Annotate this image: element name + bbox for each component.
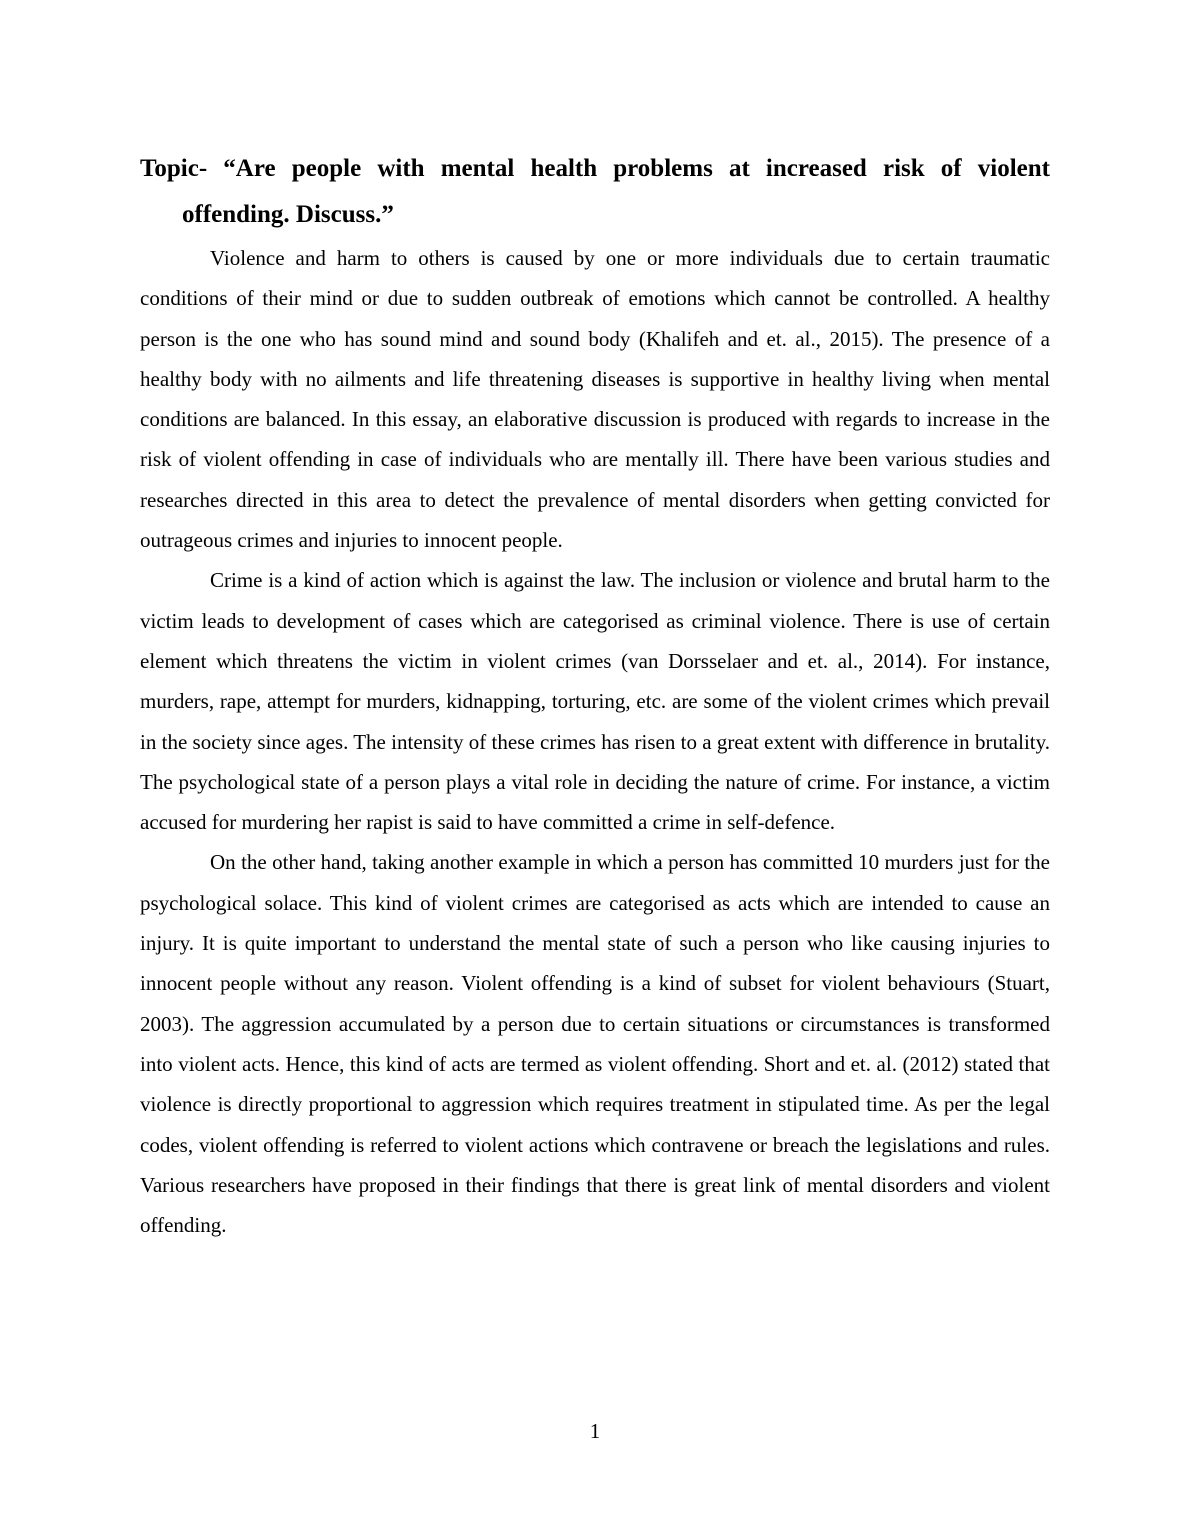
paragraph-crime-definition: Crime is a kind of action which is against the law. The inclusion or violence and brutal harm to the victim leads to development of cases which are categorised as criminal violence. There is use of certain element which threatens the victim in violent crimes (van Dorsselaer and et. al., 2014). For instance, murders, rape, attempt for murders, kidnapping, torturing, etc. are some of the violent crimes which prevail in the society since ages. The intensity of these crimes has risen to a great extent with difference in brutality. The psychological state of a person plays a vital role in deciding the nature of crime. For instance, a victim accused for murdering her rapist is said to have committed a crime in self-defence. xyxy=(140,568,1050,835)
page-number: 1 xyxy=(589,1419,601,1443)
paragraph-intro: Violence and harm to others is caused by one or more individuals due to certain traumatic conditions of their mind or due to sudden outbreak of emotions which cannot be controlled. A healthy person is the one who has sound mind and sound body (Khalifeh and et. al., 2015). The presence of a healthy body with no ailments and life threatening diseases is supportive in healthy living when mental conditions are balanced. In this essay, an elaborative discussion is produced with regards to increase in the risk of violent offending in case of individuals who are mentally ill. There have been various studies and researches directed in this area to detect the prevalence of mental disorders when getting convicted for outrageous crimes and injuries to innocent people. xyxy=(140,246,1050,553)
paragraph-violent-offending: On the other hand, taking another example in which a person has committed 10 murders just for the psychological solace. This kind of violent crimes are categorised as acts which are intended to cause an injury. It is quite important to understand the mental state of such a person who like causing injuries to innocent people without any reason. Violent offending is a kind of subset for violent behaviours (Stuart, 2003). The aggression accumulated by a person due to certain situations or circumstances is transformed into violent acts. Hence, this kind of acts are termed as violent offending. Short and et. al. (2012) stated that violence is directly proportional to aggression which requires treatment in stipulated time. As per the legal codes, violent offending is referred to violent actions which contravene or breach the legislations and rules. Various researchers have proposed in their findings that there is great link of mental disorders and violent offending. xyxy=(140,850,1050,1238)
page-content xyxy=(140,146,1050,1245)
essay-title: Topic- “Are people with mental health problems at increased risk of violent offending. Discuss.” xyxy=(140,155,1050,228)
